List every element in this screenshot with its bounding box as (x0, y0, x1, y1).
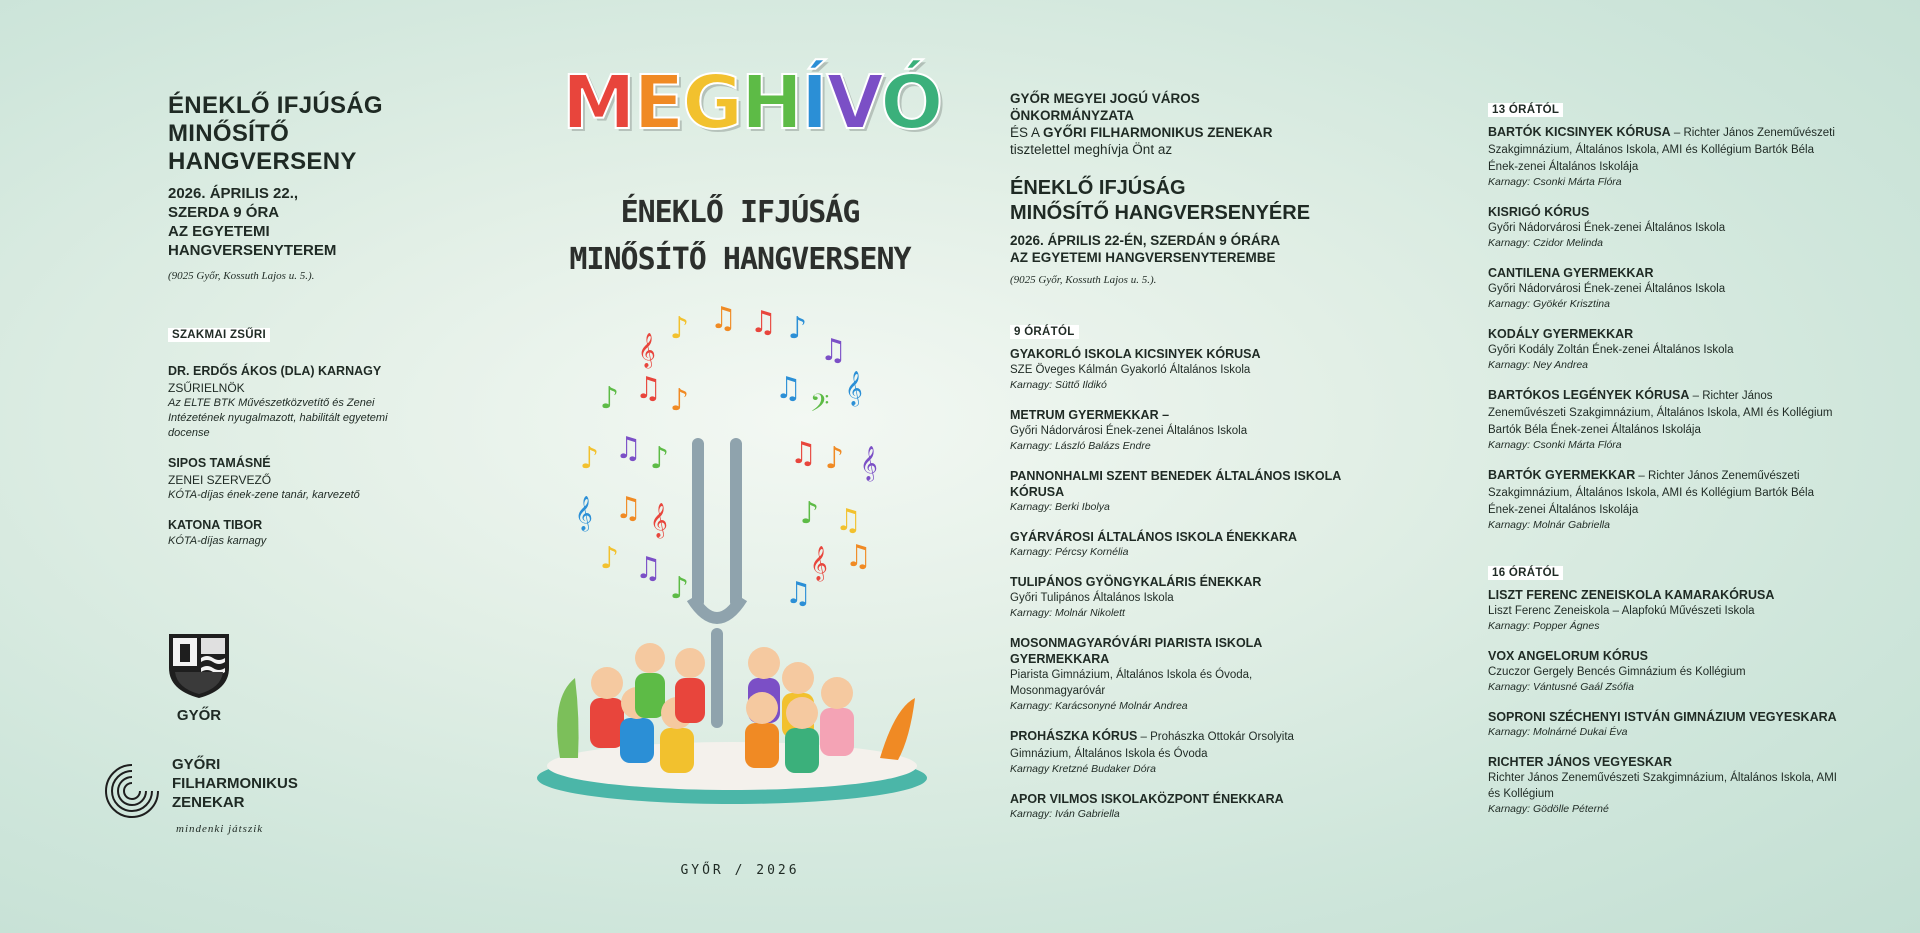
svg-text:♪: ♪ (600, 541, 620, 576)
choir-school: Győri Nádorvárosi Ének-zenei Általános Iskola (1488, 222, 1726, 234)
poster-footer: GYŐR / 2026 (680, 863, 800, 878)
choir-name: SOPRONI SZÉCHENYI ISTVÁN GIMNÁZIUM VEGYESKARA (1488, 710, 1837, 724)
gyor-city-logo (165, 630, 233, 724)
choir-conductor: Karnagy: Vántusné Gaál Zsófia (1488, 681, 1634, 693)
choir-name: BARTÓK KICSINYEK KÓRUSA (1488, 125, 1671, 139)
svg-text:♫: ♫ (790, 436, 817, 471)
jury-name: SIPOS TAMÁSNÉ (168, 456, 271, 470)
invite-date-line: AZ EGYETEMI HANGVERSENYTEREMBE (1010, 250, 1276, 265)
philharmonic-rings-icon (92, 755, 172, 825)
svg-text:𝄞: 𝄞 (860, 446, 878, 481)
choir-conductor: Karnagy: Molnár Nikolett (1010, 607, 1125, 619)
left-date-line: SZERDA 9 ÓRA (168, 204, 280, 221)
coat-of-arms-icon (165, 630, 233, 700)
choir-name: PANNONHALMI SZENT BENEDEK ÁLTALÁNOS ISKOLA KÓRUSA (1010, 469, 1341, 499)
svg-text:♫: ♫ (785, 576, 812, 611)
left-date-line: 2026. ÁPRILIS 22., (168, 185, 299, 202)
choir-name: RICHTER JÁNOS VEGYESKAR (1488, 755, 1673, 769)
choir-conductor: Karnagy: Berki Ibolya (1010, 501, 1110, 513)
choir-conductor: Karnagy: Gödölle Péterné (1488, 803, 1609, 815)
philharmonic-slogan: mindenki játszik (176, 823, 264, 835)
choir-entry (1010, 529, 1350, 560)
invite-text: tisztelettel meghívja Önt az (1010, 142, 1173, 157)
jury-desc: KÓTA-díjas ének-zene tanár, karvezető (168, 489, 360, 501)
choir-entry (1488, 326, 1838, 373)
choir-name-line (1010, 407, 1350, 423)
choir-name: CANTILENA GYERMEKKAR (1488, 266, 1654, 280)
choir-institution: – Prohászka Ottokár Orsolyita Gimnázium, Általános Iskola és Óvoda (1010, 731, 1294, 760)
invite-title-line: ÉNEKLŐ IFJÚSÁG (1010, 177, 1186, 199)
philharmonic-name-line: ZENEKAR (172, 794, 245, 811)
title-letter: E (633, 60, 683, 146)
session-time-label: 13 ÓRÁTÓL (1488, 103, 1563, 117)
choir-name-line (1488, 326, 1838, 342)
choir-conductor: Karnagy: Csonki Márta Flóra (1488, 439, 1622, 451)
choir-entry (1488, 265, 1838, 312)
choir-school: SZE Öveges Kálmán Gyakorló Általános Iskola (1010, 364, 1251, 376)
jury-label: SZAKMAI ZSŰRI (168, 328, 270, 342)
title-letter: V (826, 60, 881, 146)
svg-text:♪: ♪ (580, 441, 600, 476)
choir-name: LISZT FERENC ZENEISKOLA KAMARAKÓRUSA (1488, 588, 1775, 602)
choir-name: KODÁLY GYERMEKKAR (1488, 327, 1634, 341)
invite-title (1010, 176, 1350, 226)
choir-school: Czuczor Gergely Bencés Gimnázium és Kollégium (1488, 666, 1746, 678)
choir-name-line (1488, 387, 1838, 438)
choir-entry (1010, 468, 1350, 515)
svg-text:𝄞: 𝄞 (575, 496, 593, 531)
svg-text:♪: ♪ (670, 383, 690, 418)
choir-name-line (1010, 728, 1350, 762)
invite-date-line: 2026. ÁPRILIS 22-ÉN, SZERDÁN 9 ÓRÁRA (1010, 233, 1281, 248)
choir-conductor: Karnagy: Süttő Ildikó (1010, 379, 1107, 391)
choir-school: Győri Kodály Zoltán Ének-zenei Általános Iskola (1488, 344, 1734, 356)
choir-entry (1010, 574, 1350, 621)
left-title (168, 92, 428, 176)
invite-address: (9025 Győr, Kossuth Lajos u. 5.). (1010, 274, 1157, 286)
choir-conductor: Karnagy: Pércsy Kornélia (1010, 546, 1129, 558)
left-date-line: AZ EGYETEMI (168, 223, 270, 240)
title-letter: H (740, 60, 801, 146)
jury-role: ZSŰRIELNÖK (168, 381, 245, 395)
choir-entry (1010, 407, 1350, 454)
svg-text:♪: ♪ (788, 311, 808, 346)
choir-entry (1488, 467, 1838, 533)
choir-entry (1488, 754, 1838, 817)
choir-conductor: Karnagy: Popper Ágnes (1488, 620, 1600, 632)
choir-name: TULIPÁNOS GYÖNGYKALÁRIS ÉNEKKAR (1010, 575, 1262, 589)
svg-text:♫: ♫ (710, 301, 737, 336)
poster-subtitle-line1: ÉNEKLŐ IFJÚSÁG (620, 195, 860, 230)
choir-name: PROHÁSZKA KÓRUS (1010, 729, 1138, 743)
svg-text:♪: ♪ (800, 496, 820, 531)
choir-entry (1010, 635, 1350, 714)
svg-text:♪: ♪ (670, 571, 690, 606)
choir-entry (1488, 204, 1838, 251)
session-time-label: 9 ÓRÁTÓL (1010, 325, 1079, 339)
choir-conductor: Karnagy: Csonki Márta Flóra (1488, 176, 1622, 188)
svg-text:♫: ♫ (615, 491, 642, 526)
choir-conductor: Karnagy: Gyökér Krisztina (1488, 298, 1610, 310)
choir-school: Piarista Gimnázium, Általános Iskola és Óvoda, Mosonmagyaróvár (1010, 669, 1253, 697)
choir-name-line (1488, 204, 1838, 220)
choir-name: BARTÓK GYERMEKKAR (1488, 468, 1636, 482)
choir-entry (1488, 709, 1838, 740)
jury-member (168, 455, 428, 503)
poster (520, 20, 960, 900)
choir-school: Győri Nádorvárosi Ének-zenei Általános Iskola (1488, 283, 1726, 295)
choir-entry (1488, 387, 1838, 453)
svg-text:♫: ♫ (635, 371, 662, 406)
choir-name-line (1488, 265, 1838, 281)
left-title-line: MINŐSÍTŐ (168, 120, 290, 147)
title-letter: G (682, 60, 741, 146)
organizer-line (1010, 124, 1350, 141)
organizer-line: ÖNKORMÁNYZATA (1010, 108, 1134, 123)
invite-title-line: MINŐSÍTŐ HANGVERSENYÉRE (1010, 202, 1311, 224)
philharmonic-name-line: GYŐRI (172, 756, 221, 773)
choir-illustration (520, 298, 960, 818)
organizer-orchestra: GYŐRI FILHARMONIKUS ZENEKAR (1043, 125, 1273, 140)
svg-text:♫: ♫ (635, 551, 662, 586)
svg-text:♫: ♫ (615, 431, 642, 466)
svg-text:♫: ♫ (835, 503, 862, 538)
svg-text:𝄞: 𝄞 (638, 333, 656, 368)
choir-school: Liszt Ferenc Zeneiskola – Alapfokú Művészeti Iskola (1488, 605, 1755, 617)
choir-conductor: Karnagy: Ney Andrea (1488, 359, 1589, 371)
choir-name-line (1010, 529, 1350, 545)
choir-conductor: Karnagy: Czidor Melinda (1488, 237, 1603, 249)
jury-desc: KÓTA-díjas karnagy (168, 535, 267, 547)
left-title-line: ÉNEKLŐ IFJÚSÁG (168, 92, 383, 119)
organizer-prefix: ÉS A (1010, 125, 1044, 140)
invite-column (1010, 90, 1350, 822)
svg-text:𝄢: 𝄢 (810, 389, 830, 424)
jury-member (168, 517, 428, 549)
title-letter: Í (800, 60, 827, 146)
poster-title (562, 60, 941, 146)
music-notes-icon (575, 301, 878, 611)
session-time-label: 16 ÓRÁTÓL (1488, 566, 1563, 580)
svg-text:♪: ♪ (670, 311, 690, 346)
choir-entry (1488, 648, 1838, 695)
choir-school: Richter János Zeneművészeti Szakgimnázium, Általános Iskola, AMI és Kollégium (1488, 772, 1837, 800)
choir-name: METRUM GYERMEKKAR – (1010, 408, 1170, 422)
program-column (1488, 100, 1838, 817)
choir-name: GYAKORLÓ ISKOLA KICSINYEK KÓRUSA (1010, 347, 1261, 361)
choir-institution: – Richter János Zeneművészeti Szakgimnázium, Általános Iskola, AMI és Kollégium Bartók Béla Ének-zenei Általános Iskolája (1488, 390, 1833, 436)
choir-name: GYÁRVÁROSI ÁLTALÁNOS ISKOLA ÉNEKKARA (1010, 530, 1298, 544)
svg-text:♪: ♪ (600, 381, 620, 416)
choir-entry (1488, 587, 1838, 634)
choir-entry (1010, 791, 1350, 822)
choir-name-line (1010, 635, 1350, 667)
choir-name-line (1488, 754, 1838, 770)
jury-member (168, 363, 428, 441)
choir-name: MOSONMAGYARÓVÁRI PIARISTA ISKOLA GYERMEKKARA (1010, 636, 1262, 666)
choir-conductor: Karnagy: Karácsonyné Molnár Andrea (1010, 700, 1188, 712)
svg-text:𝄞: 𝄞 (845, 371, 863, 406)
left-title-line: HANGVERSENY (168, 148, 357, 175)
choir-name-line (1488, 467, 1838, 518)
choir-school: Győri Tulipános Általános Iskola (1010, 592, 1174, 604)
title-letter: M (562, 60, 634, 146)
choir-conductor: Karnagy Kretzné Budaker Dóra (1010, 763, 1156, 775)
choir-name-line (1010, 574, 1350, 590)
philharmonic-name (172, 755, 298, 812)
svg-text:♪: ♪ (650, 441, 670, 476)
session-16 (1488, 563, 1838, 817)
jury-name: DR. ERDŐS ÁKOS (DLA) KARNAGY (168, 364, 382, 378)
choir-school: Győri Nádorvárosi Ének-zenei Általános Iskola (1010, 425, 1248, 437)
svg-text:♫: ♫ (775, 371, 802, 406)
svg-text:𝄞: 𝄞 (810, 546, 828, 581)
choir-name-line (1010, 791, 1350, 807)
svg-text:♫: ♫ (820, 333, 847, 368)
svg-text:♪: ♪ (825, 441, 845, 476)
jury-list (168, 363, 428, 549)
title-letter: Ó (880, 60, 942, 146)
poster-subtitle-line2: MINŐSÍTŐ HANGVERSENY (569, 242, 911, 277)
choir-institution: – Richter János Zeneművészeti Szakgimnázium, Általános Iskola, AMI és Kollégium Bartók Béla Ének-zenei Általános Iskolája (1488, 127, 1835, 173)
left-date-line: HANGVERSENYTEREM (168, 242, 337, 259)
organizer-line: GYŐR MEGYEI JOGÚ VÁROS (1010, 91, 1200, 106)
choir-name: BARTÓKOS LEGÉNYEK KÓRUSA (1488, 388, 1690, 402)
svg-text:♫: ♫ (845, 539, 872, 574)
svg-text:𝄞: 𝄞 (650, 503, 668, 538)
choir-conductor: Karnagy: Iván Gabriella (1010, 808, 1120, 820)
choir-name-line (1010, 346, 1350, 362)
jury-role: ZENEI SZERVEZŐ (168, 473, 272, 487)
choir-conductor: Karnagy: Molnár Gabriella (1488, 519, 1610, 531)
svg-text:♫: ♫ (750, 305, 777, 340)
choir-name: APOR VILMOS ISKOLAKÖZPONT ÉNEKKARA (1010, 792, 1284, 806)
session-13 (1488, 100, 1838, 533)
choir-name-line (1010, 468, 1350, 500)
left-date (168, 184, 428, 260)
city-name: GYŐR (176, 707, 222, 724)
jury-desc: Az ELTE BTK Művészetközvetítő és Zenei Intézetének nyugalmazott, habilitált egyetemi docense (168, 397, 388, 439)
left-address: (9025 Győr, Kossuth Lajos u. 5.). (168, 270, 315, 282)
left-column (168, 92, 428, 563)
choir-name-line (1488, 124, 1838, 175)
philharmonic-name-line: FILHARMONIKUS (172, 775, 298, 792)
choir-name-line (1488, 648, 1838, 664)
choir-institution: – Richter János Zeneművészeti Szakgimnázium, Általános Iskola, AMI és Kollégium Bartók Béla Ének-zenei Általános Iskolája (1488, 470, 1814, 516)
choir-name: KISRIGÓ KÓRUS (1488, 205, 1590, 219)
choir-name: VOX ANGELORUM KÓRUS (1488, 649, 1648, 663)
choir-conductor: Karnagy: László Balázs Endre (1010, 440, 1151, 452)
choir-entry (1010, 728, 1350, 777)
jury-name: KATONA TIBOR (168, 518, 263, 532)
choir-name-line (1488, 587, 1838, 603)
session-9 (1010, 322, 1350, 822)
invite-date (1010, 232, 1350, 266)
choir-conductor: Karnagy: Molnárné Dukai Éva (1488, 726, 1628, 738)
choir-entry (1488, 124, 1838, 190)
choir-name-line (1488, 709, 1838, 725)
choir-entry (1010, 346, 1350, 393)
